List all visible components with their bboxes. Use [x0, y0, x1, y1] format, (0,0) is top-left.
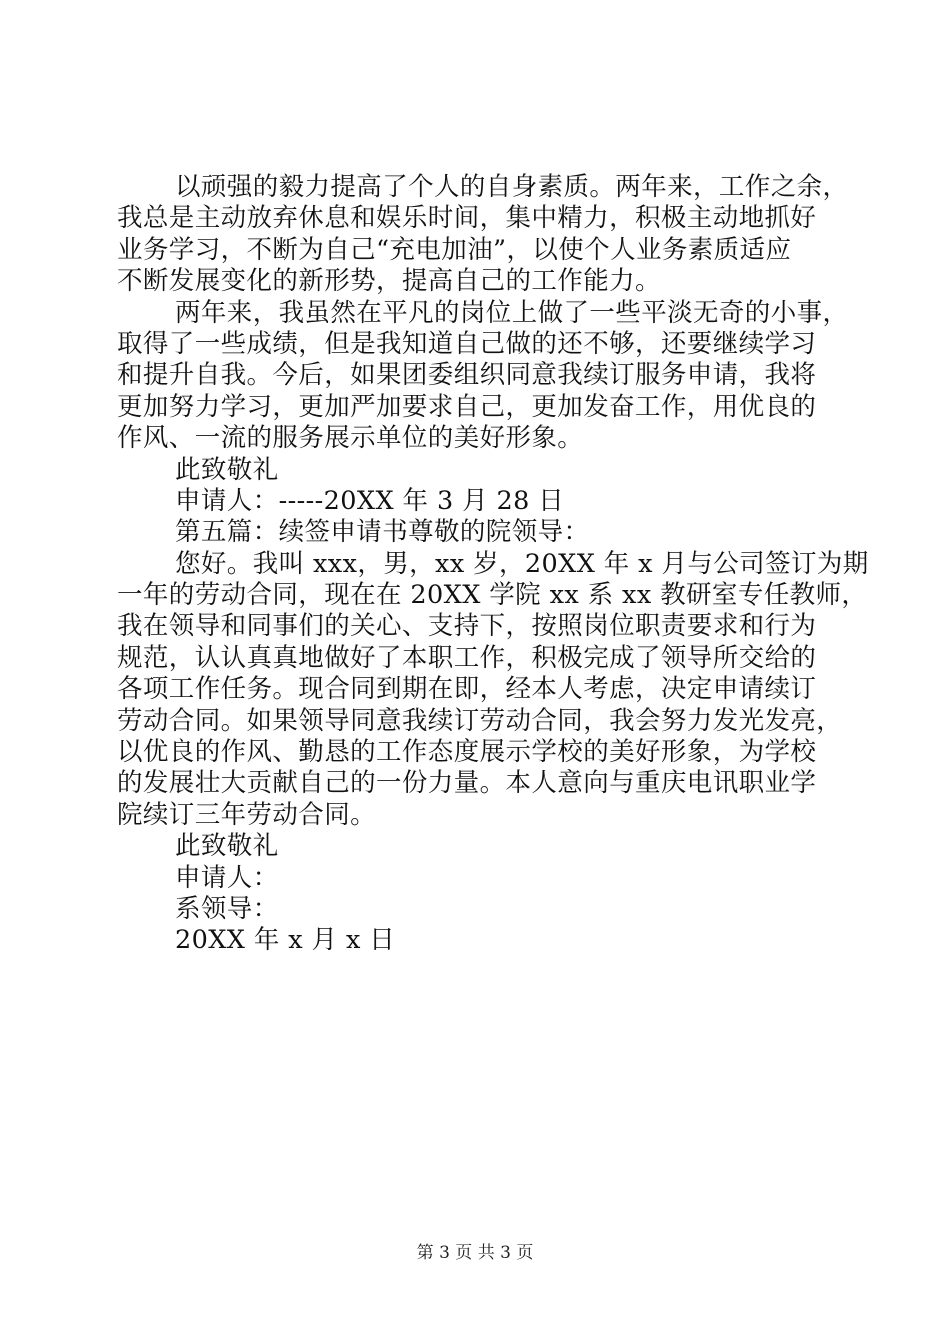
text-line: 我总是主动放弃休息和娱乐时间，集中精力，积极主动地抓好 — [117, 203, 817, 234]
text-line: 更加努力学习，更加严加要求自己，更加发奋工作，用优良的 — [117, 391, 817, 422]
text-line: 系领导： — [175, 893, 279, 924]
text-line: 取得了一些成绩，但是我知道自己做的还不够，还要继续学习 — [117, 328, 817, 359]
text-line: 20XX 年 x 月 x 日 — [175, 925, 396, 956]
text-line: 规范，认认真真地做好了本职工作，积极完成了领导所交给的 — [117, 642, 817, 673]
page-number-footer: 第 3 页 共 3 页 — [416, 1243, 534, 1263]
text-line: 劳动合同。如果领导同意我续订劳动合同，我会努力发光发亮， — [117, 705, 843, 736]
text-line: 不断发展变化的新形势，提高自己的工作能力。 — [117, 266, 661, 297]
text-line: 此致敬礼 — [175, 454, 279, 485]
text-line: 申请人：-----20XX 年 3 月 28 日 — [175, 485, 565, 516]
text-line: 申请人： — [175, 862, 279, 893]
text-line: 和提升自我。今后，如果团委组织同意我续订服务申请，我将 — [117, 360, 817, 391]
text-line: 此致敬礼 — [175, 831, 279, 862]
text-line: 您好。我叫 xxx，男，xx 岁，20XX 年 x 月与公司签订为期 — [175, 548, 869, 579]
text-line: 的发展壮大贡献自己的一份力量。本人意向与重庆电讯职业学 — [117, 768, 817, 799]
text-line: 以顽强的毅力提高了个人的自身素质。两年来，工作之余， — [175, 172, 849, 202]
text-line: 业务学习，不断为自己“充电加油”，以使个人业务素质适应 — [117, 234, 792, 265]
text-line: 以优良的作风、勤恳的工作态度展示学校的美好形象，为学校 — [117, 737, 817, 768]
text-line: 第五篇：续签申请书尊敬的院领导： — [175, 517, 590, 548]
text-line: 作风、一流的服务展示单位的美好形象。 — [117, 423, 584, 454]
text-line: 各项工作任务。现合同到期在即，经本人考虑，决定申请续订 — [117, 674, 817, 705]
document-body — [117, 172, 869, 957]
text-line: 一年的劳动合同，现在在 20XX 学院 xx 系 xx 教研室专任教师， — [117, 580, 868, 611]
text-line: 两年来，我虽然在平凡的岗位上做了一些平淡无奇的小事， — [175, 297, 849, 328]
text-line: 院续订三年劳动合同。 — [117, 799, 377, 830]
text-line: 我在领导和同事们的关心、支持下，按照岗位职责要求和行为 — [117, 611, 817, 642]
